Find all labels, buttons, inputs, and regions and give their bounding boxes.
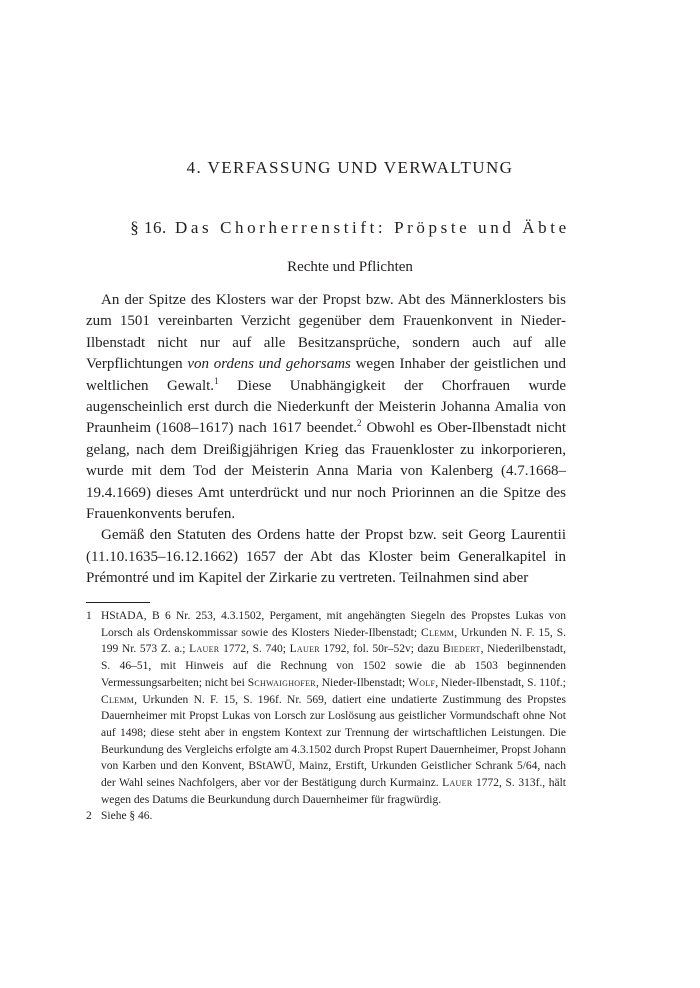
author-name: Biedert bbox=[442, 643, 481, 656]
subheading: Rechte und Pflichten bbox=[287, 259, 413, 275]
author-name: Clemm bbox=[421, 626, 455, 639]
footnote-ref-2: 2 bbox=[357, 418, 362, 429]
footnote-number: 2 bbox=[86, 810, 92, 823]
paragraph-1-text-a: An der Spitze des Klosters war der Propst bzw. Abt des Männerklosters bis zum 1501 vereinbarten Verzicht gegenüber dem Frauenkonvent in Nieder-Ilbenstadt nicht nur auf alle Besitzansprüche, sondern auch auf alle Verpflichtungen bbox=[86, 292, 566, 373]
author-name: Wolf bbox=[408, 676, 436, 689]
body-text bbox=[86, 290, 566, 590]
footnote-separator bbox=[86, 602, 150, 603]
footnote-2 bbox=[86, 808, 566, 825]
author-name: Lauer bbox=[189, 643, 220, 656]
footnote-1 bbox=[86, 608, 566, 808]
footnote-text: 1772, S. 740; bbox=[219, 643, 290, 656]
author-name: Clemm bbox=[101, 693, 135, 706]
footnote-text: Siehe § 46. bbox=[101, 810, 153, 823]
section-title: Das Chorherrenstift: Pröpste und Äbte bbox=[174, 218, 570, 237]
footnote-text: , Nieder-Ilbenstadt, S. 110f.; bbox=[435, 676, 566, 689]
footnote-text: , Nieder-Ilbenstadt; bbox=[315, 676, 409, 689]
paragraph-2: Gemäß den Statuten des Ordens hatte der Propst bzw. seit Georg Laurentii (11.10.1635–16.12.1662) 1657 der Abt das Kloster beim Generalkapitel in Prémontré und im Kapitel der Zirkarie zu vertreten. Teilnahmen sind aber bbox=[86, 527, 566, 587]
paragraph-1-italic: von ordens und gehorsams bbox=[187, 356, 351, 373]
footnote-text: 1772, S. 313f., hält wegen des Datums die Beurkundung durch Dauernheimer für fragwürdig. bbox=[101, 777, 566, 806]
author-name: Lauer bbox=[442, 777, 473, 790]
paragraph-1-text-b: wegen Inhaber der geistlichen und weltlichen Gewalt. bbox=[86, 356, 566, 394]
chapter-heading: 4. VERFASSUNG UND VERWALTUNG bbox=[186, 158, 514, 177]
footnote-text: , Niederilbenstadt, S. 46–51, mit Hinweis auf die Rechnung von 1502 sowie die ab 1503 beginnenden Vermessungsarbeiten; nicht bei bbox=[101, 643, 566, 689]
footnotes bbox=[86, 608, 566, 825]
footnote-text: , Urkunden N. F. 15, S. 196f. Nr. 569, datiert eine undatierte Zustimmung des Propstes Dauernheimer mit Propst Lukas von Lorsch zur Loslösung aus geistlicher Vormundschaft ohne Not auf 1498; diese steht aber in engstem Kontext zur Trennung der wirtschaftlichen Leistungen. Die Beurkundung des Vergleichs erfolgte am 4.3.1502 durch Propst Rupert Dauernheimer, Propst Johann von Karben und den Konvent, BStAWÜ, Mainz, Erstift, Urkunden Geistlicher Schrank 5/64, nach der Wahl seines Nachfolgers, aber vor der Bestätigung durch Kurmainz. bbox=[101, 693, 566, 790]
section-number: § 16. bbox=[130, 218, 167, 237]
footnote-number: 1 bbox=[86, 610, 92, 622]
author-name: Lauer bbox=[289, 643, 320, 656]
footnote-ref-1: 1 bbox=[214, 375, 219, 386]
paragraph-1-text-c: Diese Unabhängigkeit der Chorfrauen wurde augenscheinlich erst durch die Niederkunft der Meisterin Johanna Amalia von Praunheim (1608–1617) nach 1617 beendet. bbox=[86, 377, 567, 437]
footnote-text: HStADA, B 6 Nr. 253, 4.3.1502, Pergament, mit angehängten Siegeln des Propstes Lukas von Lorsch als Ordenskommissar sowie des Klosters Nieder-Ilbenstadt; bbox=[101, 610, 566, 639]
paragraph-1-text-d: Obwohl es Ober-Ilbenstadt nicht gelang, nach dem Dreißigjährigen Krieg das Frauenkloster zu inkorporieren, wurde mit dem Tod der Meisterin Anna Maria von Kalenberg (4.7.1668–19.4.1669) dieses Amt unterdrückt und nur noch Priorinnen an die Spitze des Frauenkonvents berufen. bbox=[86, 420, 566, 523]
footnote-text: 1792, fol. 50r–52v; dazu bbox=[319, 643, 443, 656]
author-name: Schwaighofer bbox=[247, 676, 316, 689]
footnote-text: , Urkunden N. F. 15, S. 199 Nr. 573 Z. a.; bbox=[101, 626, 567, 656]
section-heading bbox=[0, 218, 700, 238]
paragraph-1 bbox=[86, 290, 566, 525]
